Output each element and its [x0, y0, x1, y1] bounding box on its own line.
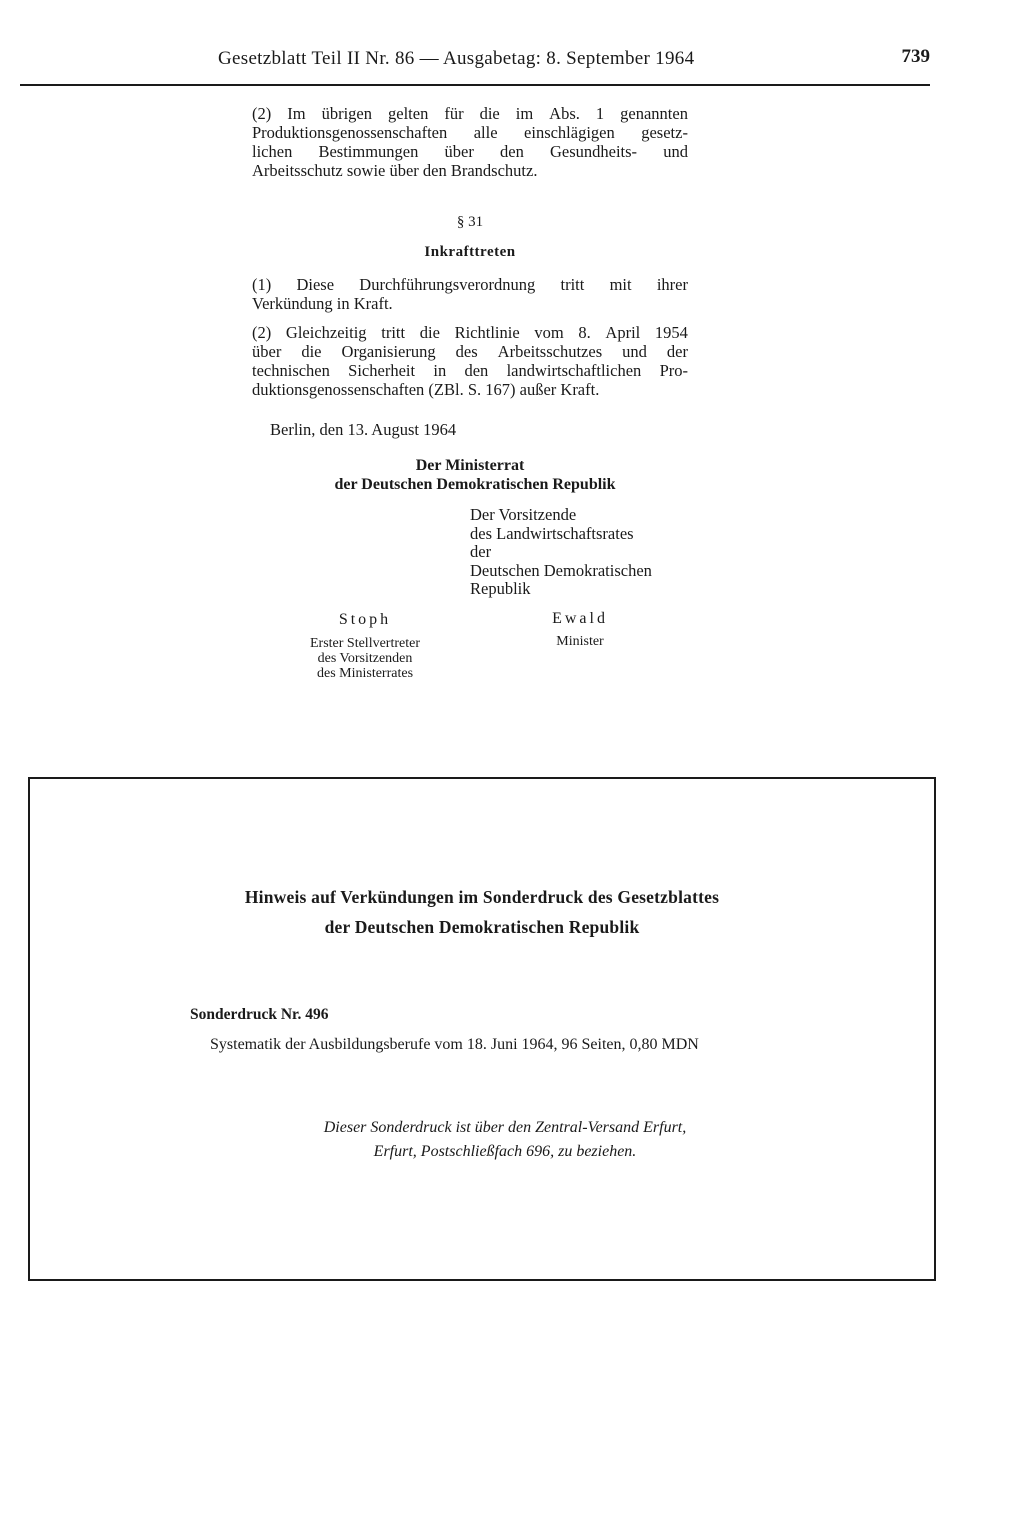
sonderdruck-description: Systematik der Ausbildungsberufe vom 18. Juni 1964, 96 Seiten, 0,80 MDN	[210, 1036, 699, 1053]
text-line: (1) Diese Durchführungsverordnung tritt mit ihrer	[252, 275, 688, 294]
issuer-line1: Der Ministerrat	[415, 457, 525, 474]
text-line: lichen Bestimmungen über den Gesundheits- und	[252, 142, 688, 161]
section31-title: Inkrafttreten	[424, 244, 516, 260]
text-line: Arbeitsschutz sowie über den Brandschutz.	[252, 161, 538, 180]
availability-line1: Dieser Sonderdruck ist über den Zentral-Versand Erfurt,	[323, 1119, 687, 1136]
right-signatory-role: Minister	[556, 634, 604, 649]
left-signatory-role	[280, 636, 450, 681]
text-line: der	[470, 542, 492, 561]
notice-heading-line1: Hinweis auf Verkündungen im Sonderdruck des Gesetzblattes	[244, 887, 720, 907]
availability-line2: Erfurt, Postschließfach 696, zu beziehen.	[373, 1143, 637, 1160]
right-signatory-title	[470, 506, 700, 599]
text-line: Deutschen Demokratischen	[470, 560, 652, 580]
text-line: Erster Stellvertreter	[309, 636, 420, 651]
header-title: Gesetzblatt Teil II Nr. 86 — Ausgabetag: 8. September 1964	[218, 48, 695, 69]
text-line: (2) Gleichzeitig tritt die Richtlinie vom 8. April 1954	[252, 323, 688, 342]
sonderdruck-label: Sonderdruck Nr. 496	[190, 1006, 329, 1023]
text-line: duktionsgenossenschaften (ZBl. S. 167) außer Kraft.	[252, 380, 600, 399]
section30-paragraph2	[252, 104, 688, 180]
text-line: über die Organisierung des Arbeitsschutzes und der	[252, 342, 688, 361]
text-line: Produktionsgenossenschaften alle einschlägigen gesetz-	[252, 123, 688, 142]
text-line: (2) Im übrigen gelten für die im Abs. 1 genannten	[252, 104, 688, 123]
section31-paragraph2	[252, 323, 688, 399]
notice-heading-line2: der Deutschen Demokratischen Republik	[324, 917, 640, 937]
text-line: des Landwirtschaftsrates	[470, 523, 634, 543]
page-header	[20, 44, 930, 86]
text-line: Verkündung in Kraft.	[252, 294, 393, 313]
section31-number: § 31	[456, 214, 484, 230]
left-signatory-name: Stoph	[338, 611, 392, 628]
text-line: Der Vorsitzende	[470, 505, 577, 524]
text-line: Republik	[470, 579, 531, 598]
text-line: des Ministerrates	[316, 666, 414, 681]
notice-box	[28, 777, 936, 1281]
text-line: des Vorsitzenden	[317, 651, 413, 666]
text-line: technischen Sicherheit in den landwirtschaftlichen Pro-	[252, 361, 688, 380]
right-signatory-name: Ewald	[552, 610, 608, 627]
issuer-line2: der Deutschen Demokratischen Republik	[334, 476, 616, 493]
section31-paragraph1	[252, 275, 688, 313]
place-date: Berlin, den 13. August 1964	[270, 420, 457, 439]
page-number: 739	[901, 46, 930, 67]
